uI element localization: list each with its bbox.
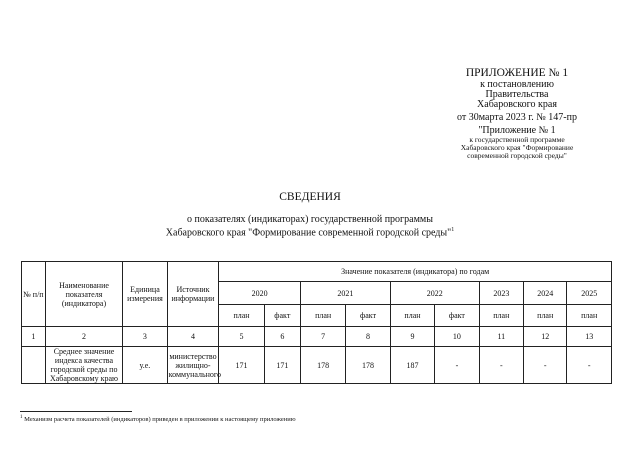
value-cell: 171 — [264, 347, 300, 384]
year-header: 2024 — [524, 282, 567, 305]
value-cell: 171 — [219, 347, 264, 384]
footnote-divider — [20, 411, 132, 412]
subtitle-line-2-text: Хабаровского края "Формирование современной городской среды" — [165, 227, 452, 239]
value-cell: 178 — [346, 347, 390, 384]
fact-header: факт — [435, 305, 479, 327]
year-header: 2022 — [390, 282, 479, 305]
appendix-line: Правительства — [485, 89, 549, 100]
appendix-note-line: современной городской среды" — [467, 151, 567, 160]
document-subtitle — [150, 214, 470, 238]
plan-header: план — [219, 305, 264, 327]
appendix-note-line: к государственной программе — [469, 135, 565, 144]
plan-header: план — [524, 305, 567, 327]
column-number: 5 — [219, 327, 264, 347]
year-header: 2021 — [300, 282, 390, 305]
header-name: Наименование показателя (индикатора) — [45, 262, 122, 327]
appendix-line: Хабаровского края — [477, 99, 557, 110]
fact-header: факт — [346, 305, 390, 327]
subtitle-line-1: о показателях (индикаторах) государственной программы — [187, 214, 433, 225]
column-number: 1 — [22, 327, 46, 347]
footnote-text: Механизм расчета показателей (индикаторов) приведен в приложении к настоящему приложению — [24, 416, 296, 424]
header-unit: Единица измерения — [123, 262, 167, 327]
indicators-table — [21, 261, 612, 384]
column-number: 13 — [567, 327, 612, 347]
footnote-mark: 1 — [20, 415, 23, 420]
header-source: Источник информации — [167, 262, 219, 327]
plan-header: план — [390, 305, 434, 327]
column-number: 6 — [264, 327, 300, 347]
row-num — [22, 347, 46, 384]
footnote-ref: 1 — [451, 227, 455, 233]
header-num: № п/п — [22, 262, 46, 327]
value-cell: - — [567, 347, 612, 384]
plan-header: план — [300, 305, 345, 327]
year-header: 2023 — [479, 282, 523, 305]
appendix-line: к постановлению — [480, 79, 554, 90]
column-number: 10 — [435, 327, 479, 347]
appendix-block — [432, 66, 602, 160]
value-cell: - — [524, 347, 567, 384]
table-row — [22, 347, 612, 384]
indicator-name: Среднее значение индекса качества городской среды по Хабаровскому краю — [45, 347, 122, 384]
header-values: Значение показателя (индикатора) по годам — [219, 262, 612, 282]
column-number: 8 — [346, 327, 390, 347]
value-cell: 178 — [300, 347, 345, 384]
column-number: 11 — [479, 327, 523, 347]
column-number: 9 — [390, 327, 434, 347]
column-number: 12 — [524, 327, 567, 347]
appendix-note-line: Хабаровского края "Формирование — [460, 143, 574, 152]
year-header: 2020 — [219, 282, 301, 305]
indicator-source: министерство жилищно-коммунального — [167, 347, 219, 384]
appendix-quote-title: "Приложение № 1 — [478, 125, 556, 136]
column-number: 7 — [300, 327, 345, 347]
appendix-date: от 30марта 2023 г. № 147-пр — [457, 112, 577, 123]
indicator-unit: у.е. — [123, 347, 167, 384]
plan-header: план — [567, 305, 612, 327]
value-cell: - — [435, 347, 479, 384]
appendix-title: ПРИЛОЖЕНИЕ № 1 — [465, 67, 569, 79]
plan-header: план — [479, 305, 523, 327]
subtitle-line-2 — [150, 225, 470, 238]
footnote — [20, 415, 296, 423]
column-number: 4 — [167, 327, 219, 347]
document-title: СВЕДЕНИЯ — [279, 191, 341, 203]
column-number: 3 — [123, 327, 167, 347]
column-number: 2 — [45, 327, 122, 347]
column-number-row — [22, 327, 612, 347]
year-header: 2025 — [567, 282, 612, 305]
fact-header: факт — [264, 305, 300, 327]
value-cell: 187 — [390, 347, 434, 384]
value-cell: - — [479, 347, 523, 384]
